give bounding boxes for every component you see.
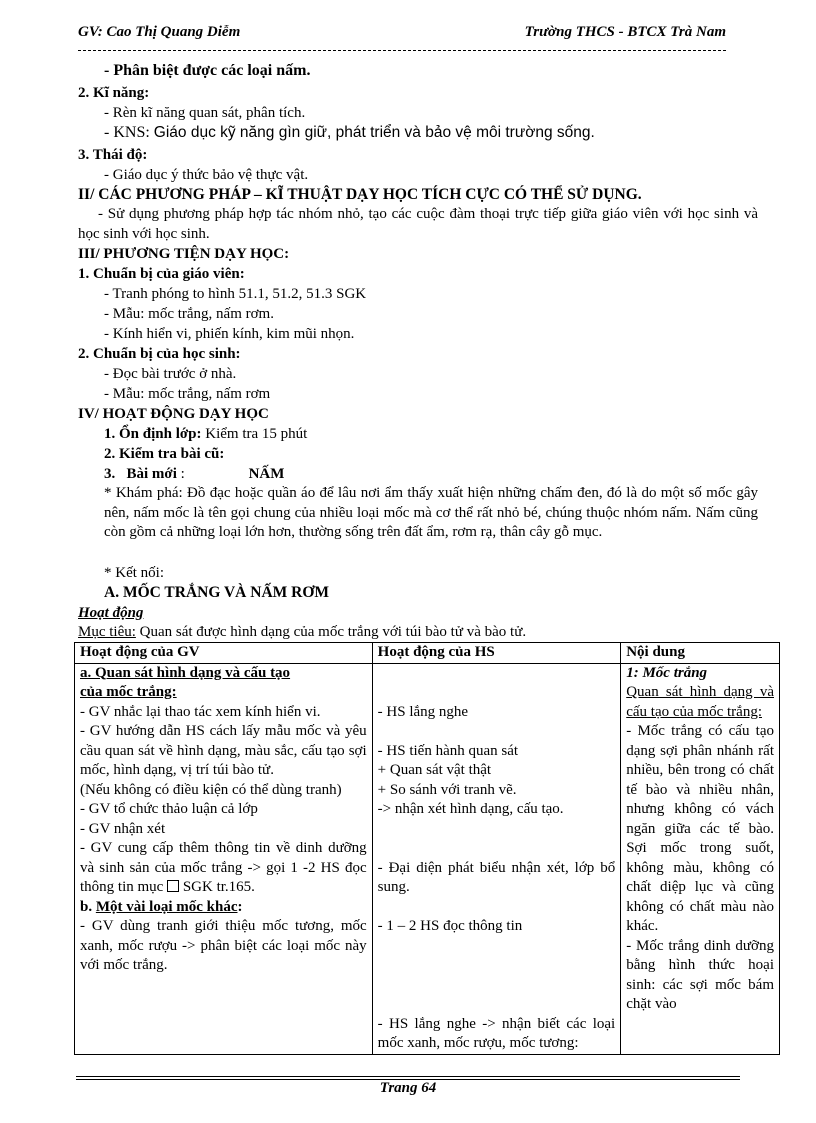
book-icon: [167, 880, 179, 892]
hs-spacer-1: [378, 664, 616, 684]
hs-spacer-7: [378, 937, 616, 957]
gv-b-heading: [80, 898, 367, 918]
objective-label: Mục tiêu:: [78, 624, 136, 640]
step-review: 2. Kiểm tra bài cũ:: [104, 446, 225, 462]
hs-spacer-4: [378, 820, 616, 840]
header-divider: [78, 50, 726, 51]
objective-fungi: - Phân biệt được các loại nấm.: [104, 62, 311, 79]
hs-spacer-8: [378, 956, 616, 976]
kns-text: Giáo dục kỹ năng gìn giữ, phát triển và bảo vệ môi trường sống.: [153, 124, 595, 141]
hs-item-3: + Quan sát vật thật: [377, 762, 492, 778]
heading-attitude: 3. Thái độ:: [78, 147, 148, 163]
gv-a-heading: [80, 664, 367, 684]
hs-spacer-2: [378, 683, 616, 703]
gv-item-2: - GV hướng dẫn HS cách lấy mẫu mốc và yêu cầu quan sát về hình dạng, màu sắc, cấu tạo sợi mốc, hình dạng, vị trí túi bào tử.: [80, 723, 367, 778]
content-structure: - Mốc trắng có cấu tạo dạng sợi phân nhánh rất nhiều, bên trong có chất tế bào và nhiều nhân, nhưng không có vách ngăn giữa các tế bào. Sợi mốc trong suốt, không màu, không có chất diệp lục và cũng không có chất màu nào khác.: [626, 723, 774, 934]
hs-item-5: -> nhận xét hình dạng, cấu tạo.: [377, 801, 564, 817]
hs-item-8: - HS lắng nghe -> nhận biết các loại mốc xanh, mốc rượu, mốc tương:: [377, 1015, 616, 1051]
header-gv: Hoạt động của GV: [75, 643, 373, 664]
hs-spacer-10: [378, 995, 616, 1015]
step-class-order: [104, 425, 307, 443]
hs-column: [372, 663, 621, 1054]
heading-methods: II/ CÁC PHƯƠNG PHÁP – KĨ THUẬT DẠY HỌC TÍCH CỰC CÓ THỂ SỬ DỤNG.: [78, 186, 642, 203]
gv-b-label: b.: [80, 898, 96, 915]
gv-a-heading-1: a. Quan sát hình dạng và cấu tạo: [80, 664, 291, 681]
kns-label: - KNS:: [104, 124, 154, 141]
step-1-text: Kiểm tra 15 phút: [201, 426, 308, 442]
hs-spacer-6: [378, 898, 616, 918]
gv-item-6: [80, 839, 367, 898]
gv-item-6-text: - GV cung cấp thêm thông tin về dinh dưỡng và sinh sản của mốc trắng -> gọi 1 -2 HS đọc thông tin mục: [80, 840, 367, 895]
content-title: 1: Mốc trắng: [626, 664, 708, 681]
hs-item-7: - 1 – 2 HS đọc thông tin: [377, 918, 523, 934]
heading-student-prep: 2. Chuẩn bị của học sinh:: [78, 346, 241, 362]
step-1-label: 1. Ổn định lớp:: [104, 426, 202, 442]
gv-item-7: - GV dùng tranh giới thiệu mốc tương, mốc xanh, mốc rượu -> phân biệt các loại mốc này với mốc trắng.: [80, 918, 367, 973]
heading-teacher-prep: 1. Chuẩn bị của giáo viên:: [78, 266, 245, 282]
skill-kns: [104, 124, 595, 142]
heading-materials: III/ PHƯƠNG TIỆN DẠY HỌC:: [78, 246, 290, 262]
step-3-label: 3. Bài mới: [104, 466, 177, 482]
skill-observe: - Rèn kĩ năng quan sát, phân tích.: [104, 105, 306, 121]
activity-table: [74, 642, 780, 1055]
teacher-prep-3: - Kính hiển vi, phiến kính, kim mũi nhọn.: [104, 326, 355, 342]
gv-b-title: Một vài loại mốc khác: [95, 898, 238, 915]
lesson-title: NẤM: [248, 466, 285, 482]
heading-skills: 2. Kĩ năng:: [78, 85, 150, 101]
gv-column: [75, 663, 373, 1054]
content-nutrition: - Mốc trắng dinh dưỡng bằng hình thức hoại sinh: các sợi mốc bám chặt vào: [626, 937, 774, 1012]
header-teacher: GV: Cao Thị Quang Diễm: [78, 24, 241, 40]
objective-text: Quan sát được hình dạng của mốc trắng với túi bào tử và bào tử.: [135, 624, 527, 640]
hs-item-1: - HS lắng nghe: [377, 703, 469, 720]
student-prep-1: - Đọc bài trước ở nhà.: [104, 366, 237, 382]
hs-spacer-9: [378, 976, 616, 996]
hs-spacer-5: [378, 839, 616, 859]
header-content: Nội dung: [621, 643, 780, 664]
hs-item-2: - HS tiến hành quan sát: [377, 742, 519, 759]
attitude-text: - Giáo dục ý thức bảo vệ thực vật.: [104, 167, 309, 183]
footer-divider-top: [76, 1076, 740, 1077]
step-new-lesson: [104, 465, 284, 483]
header-hs: Hoạt động của HS: [372, 643, 621, 664]
heading-activities: IV/ HOẠT ĐỘNG DẠY HỌC: [78, 406, 269, 422]
header-school: Trường THCS - BTCX Trà Nam: [524, 24, 726, 40]
methods-text: - Sử dụng phương pháp hợp tác nhóm nhỏ, tạo các cuộc đàm thoại trực tiếp giữa giáo viên với học sinh và học sinh với học sinh.: [78, 206, 758, 242]
gv-item-3: (Nếu không có điều kiện có thể dùng tranh): [80, 781, 342, 798]
activity-heading: Hoạt động: [78, 605, 144, 621]
step-3-sep: :: [176, 466, 249, 482]
content-subtitle: Quan sát hình dạng và cấu tạo của mốc trắng:: [626, 684, 774, 720]
table-header-row: [75, 643, 780, 664]
content-column: [621, 663, 780, 1054]
gv-a-heading-2: của mốc trắng:: [80, 684, 177, 700]
objective-line: [78, 623, 526, 641]
gv-b-colon: :: [237, 898, 243, 915]
gv-item-1: - GV nhắc lại thao tác xem kính hiển vi.: [80, 703, 321, 720]
gv-item-4: - GV tổ chức thảo luận cả lớp: [80, 801, 258, 817]
gv-item-5: - GV nhận xét: [80, 820, 166, 837]
hs-item-4: + So sánh với tranh vẽ.: [377, 781, 517, 798]
connect-label: * Kết nối:: [104, 565, 164, 581]
page-number: Trang 64: [379, 1080, 437, 1096]
student-prep-2: - Mẫu: mốc trắng, nấm rơm: [104, 386, 271, 402]
hs-spacer-3: [378, 722, 616, 742]
section-a-title: A. MỐC TRẮNG VÀ NẤM RƠM: [104, 584, 330, 601]
hs-item-6: - Đại diện phát biểu nhận xét, lớp bổ sung.: [377, 859, 616, 895]
explore-text: * Khám phá: Đồ đạc hoặc quần áo để lâu nơi ẩm thấy xuất hiện những chấm đen, đó là do một số mốc gây nên, nấm mốc là tên gọi chung của nhiều loại mốc mà cơ thể rất nhỏ bé, chúng thuộc nhóm nấm. Nấm cũng còn gồm cả những loại lớn hơn, thường sống trên đất ẩm, rơm rạ, thân cây gỗ mục.: [104, 485, 758, 540]
teacher-prep-1: - Tranh phóng to hình 51.1, 51.2, 51.3 SGK: [104, 286, 367, 302]
teacher-prep-2: - Mẫu: mốc trắng, nấm rơm.: [104, 306, 274, 322]
page-header: [78, 24, 726, 44]
gv-item-6-ref: SGK tr.165.: [179, 879, 255, 895]
table-row: [75, 663, 780, 1054]
